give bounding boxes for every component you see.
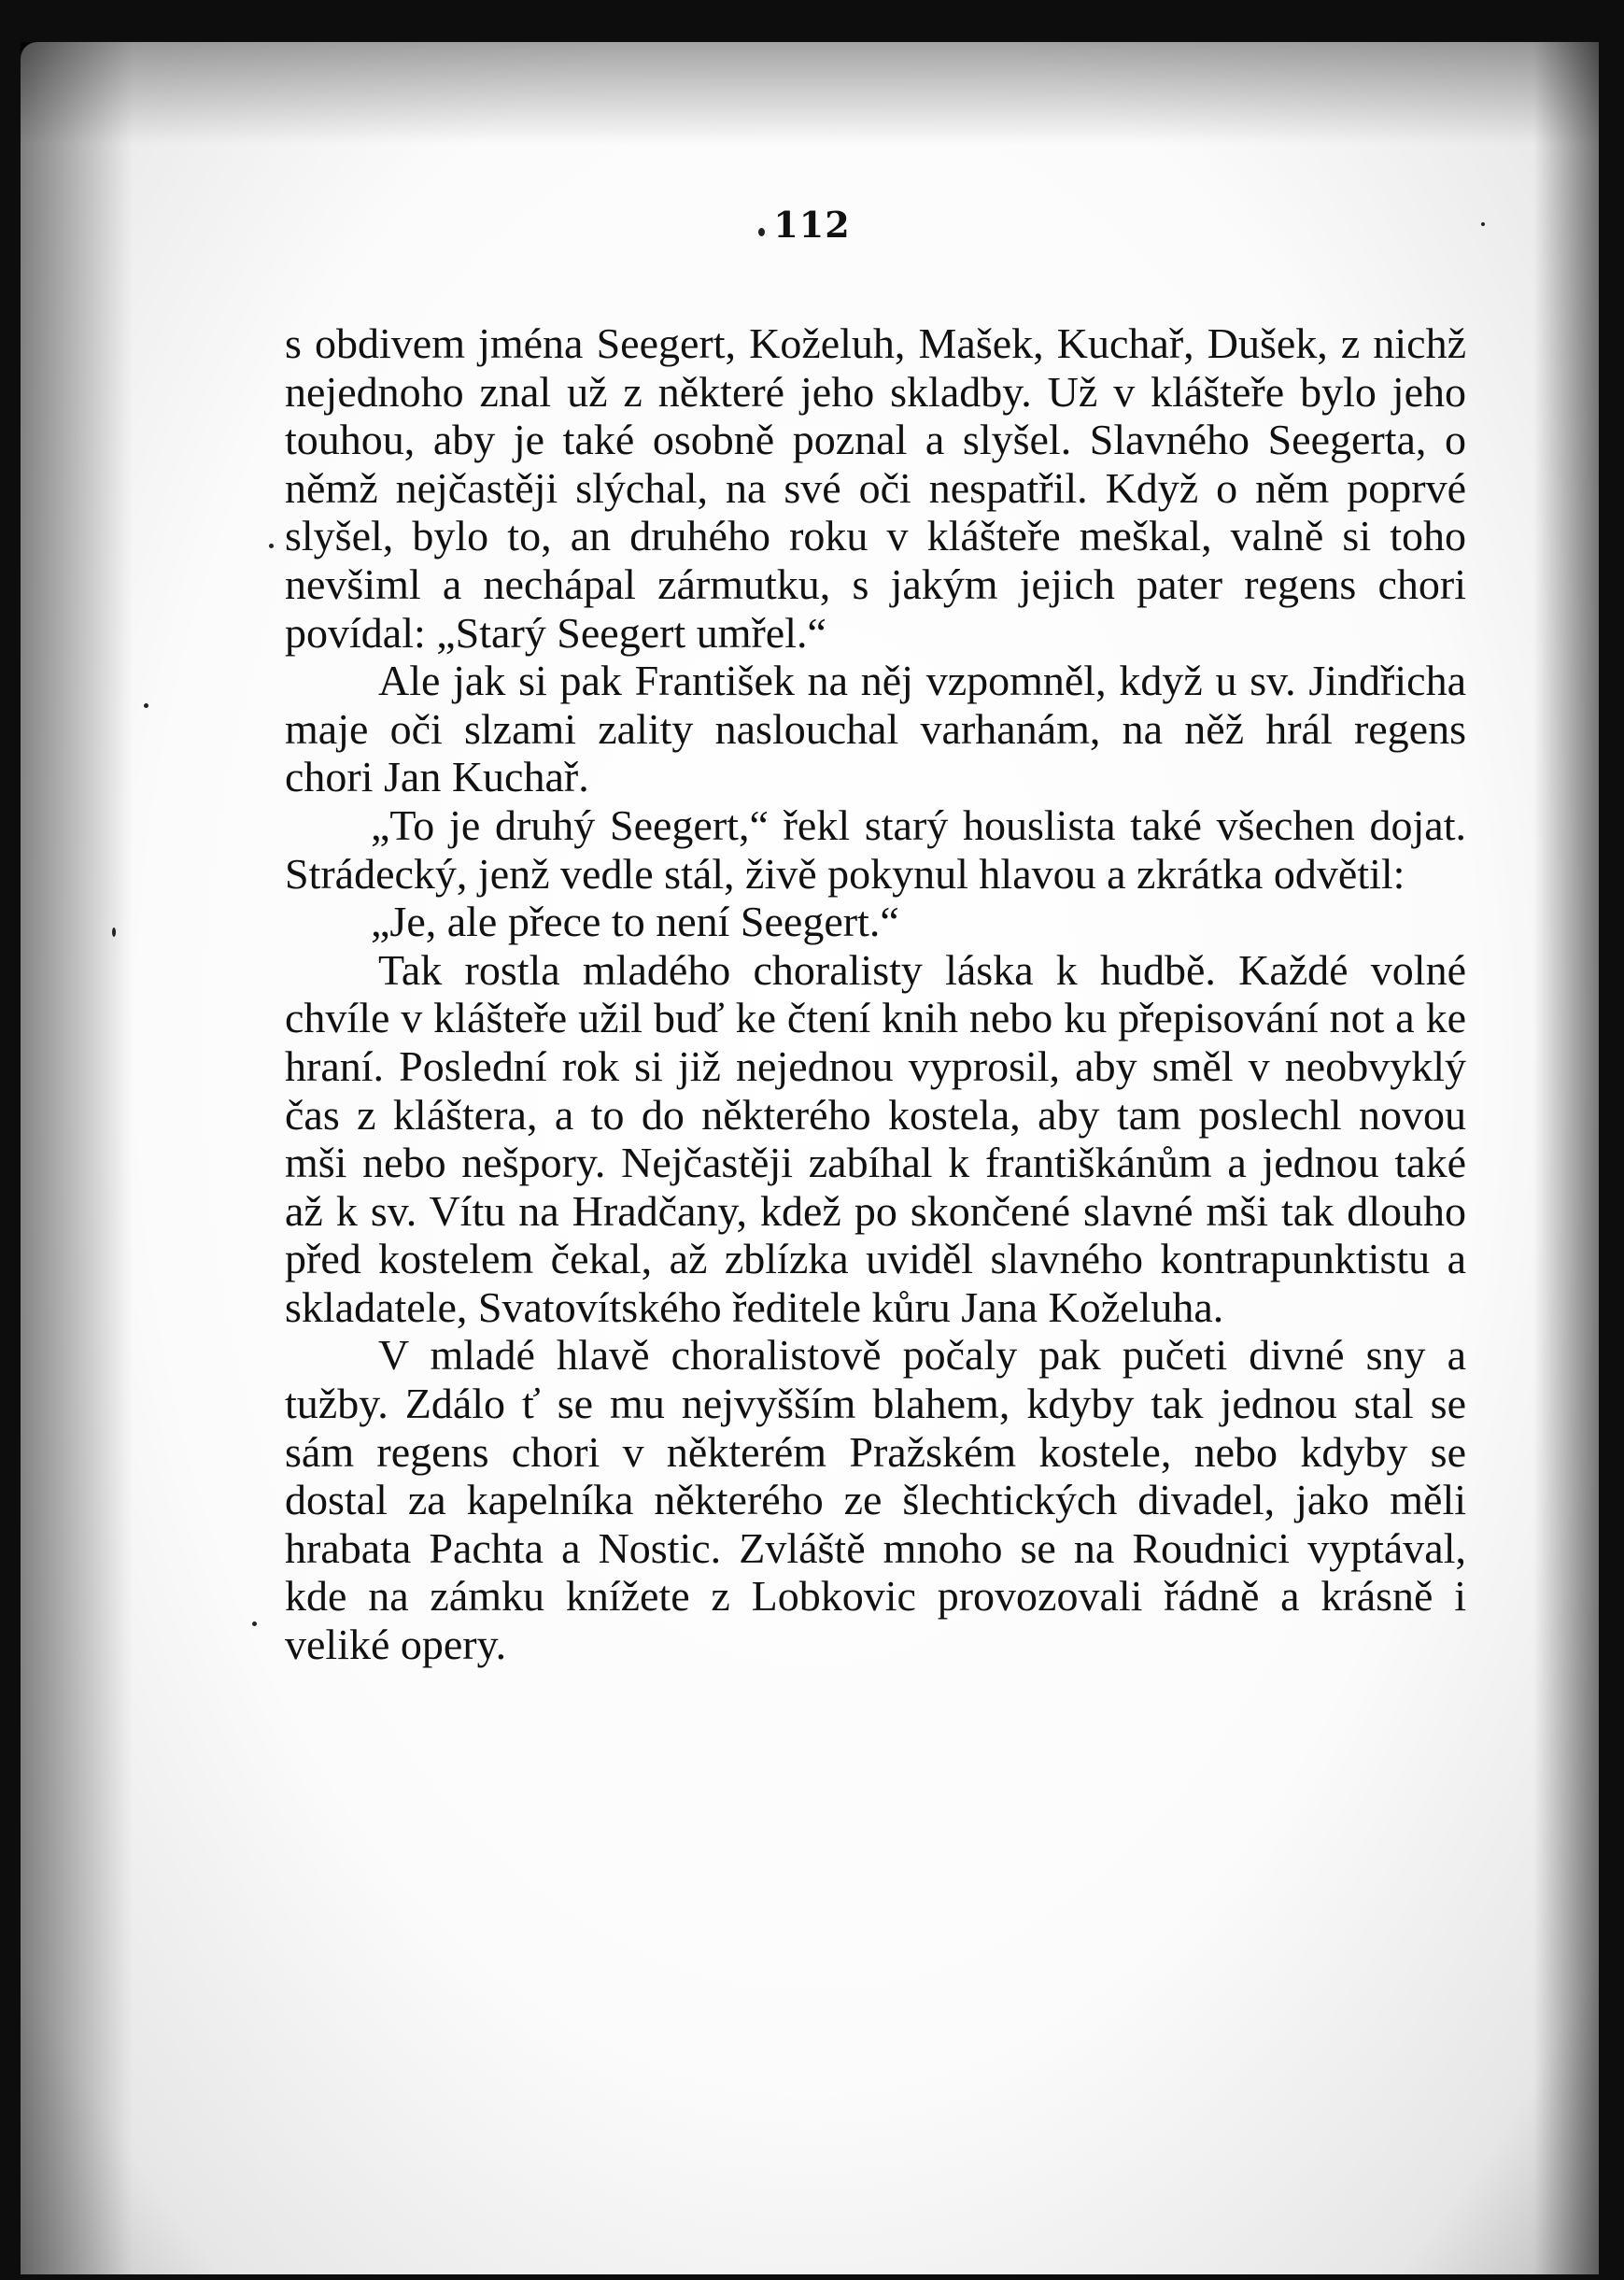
- paragraph: s obdivem jména Seegert, Koželuh, Mašek, Kuchař, Dušek, z nichž nejednoho znal už z některé jeho skladby. Už v klášteře bylo jeho touhou, aby je také osobně poznal a slyšel. Slavného Seegerta, o němž nejčastěji slýchal, na své oči nespatřil. Když o něm poprvé slyšel, bylo to, an druhého roku v klášteře meškal, valně si toho nevšiml a nechápal zármutku, s jakým jejich pater regens chori povídal: „Starý Seegert umřel.“: [285, 319, 1466, 657]
- paragraph: Tak rostla mladého choralisty láska k hudbě. Každé volné chvíle v klášteře užil buď ke čtení knih nebo ku přepisování not a ke hraní. Poslední rok si již nejednou vyprosil, aby směl v neobvyklý čas z kláštera, a to do některého kostela, aby tam poslechl novou mši nebo nešpory. Nejčastěji zabíhal k františkánům a jednou také až k sv. Vítu na Hradčany, kdež po skončené slavné mši tak dlouho před kostelem čekal, až zblízka uviděl slavného kontrapunktistu a skladatele, Svatovítského ředitele kůru Jana Koželuha.: [285, 945, 1466, 1331]
- ink-speck: [269, 544, 274, 548]
- ink-speck: [112, 928, 116, 937]
- ink-speck: [144, 703, 148, 708]
- paragraph: „Je, ale přece to není Seegert.“: [371, 898, 899, 946]
- paragraph: Ale jak si pak František na něj vzpomněl, když u sv. Jindřicha maje oči slzami zality naslouchal varhanám, na něž hrál regens chori Jan Kuchař.: [285, 657, 1466, 801]
- paragraph: „To je druhý Seegert,“ řekl starý houslista také všechen dojat. Strádecký, jenž vedle stál, živě pokynul hlavou a zkrátka odvětil:: [285, 800, 1466, 898]
- paragraph: V mladé hlavě choralistově počaly pak pučeti divné sny a tužby. Zdálo ť se mu nejvyšším blahem, kdyby tak jednou stal se sám regens chori v některém Pražském kostele, nebo kdyby se dostal za kapelníka některého ze šlechtických divadel, jako měli hrabata Pachta a Nostic. Zvláště mnoho se na Roudnici vyptával, kde na zámku knížete z Lobkovic provozovali řádně a krásně i veliké opery.: [285, 1331, 1466, 1669]
- body-text: [285, 319, 1466, 1669]
- ink-speck: [252, 1621, 257, 1626]
- page-number: 112: [773, 204, 851, 246]
